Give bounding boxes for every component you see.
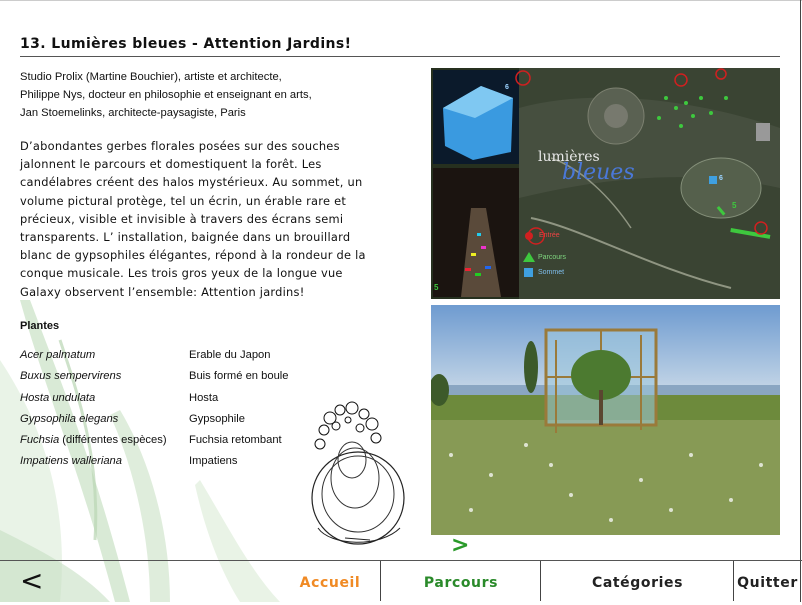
credit-line: Studio Prolix (Martine Bouchier), artiste et architecte, (20, 71, 282, 83)
plant-latin-name: Acer palmatum (20, 349, 96, 361)
map-title-small: lumières (538, 149, 600, 165)
plan-sketch-illustration (300, 398, 412, 548)
map-title-big: bleues (562, 160, 635, 185)
nav-parcours[interactable]: Parcours (380, 561, 541, 601)
plant-latin-name: Buxus sempervirens (20, 370, 122, 383)
frame-top-line (0, 0, 802, 1)
credit-line: Jan Stoemelinks, architecte-paysagiste, Paris (20, 107, 246, 119)
page-title: 13. Lumières bleues - Attention Jardins! (20, 36, 352, 52)
credits (20, 68, 312, 122)
frame-right-line (800, 0, 801, 602)
map-number: 5 (732, 201, 737, 210)
next-page-arrow[interactable]: > (451, 533, 470, 558)
plant-common-name: Buis formé en boule (189, 370, 289, 383)
nav-categories[interactable]: Catégories (540, 561, 734, 601)
map-legend-entry: Entrée (539, 232, 560, 239)
plants-heading: Plantes (20, 320, 60, 332)
aerial-map-image (431, 68, 780, 299)
garden-installation-photo (431, 305, 780, 535)
nav-quitter[interactable]: Quitter (733, 561, 801, 601)
plant-latin-name: Impatiens walleriana (20, 455, 122, 468)
map-number: 6 (719, 175, 723, 182)
map-legend-sommet: Sommet (538, 269, 565, 276)
plant-common-name: Impatiens (189, 455, 238, 468)
map-legend-parcours: Parcours (538, 254, 567, 261)
plant-common-name: Fuchsia retombant (189, 434, 282, 447)
back-arrow[interactable]: < (20, 564, 44, 597)
plant-latin-name: Fuchsia (20, 434, 60, 447)
plant-note: (différentes espèces) (59, 434, 167, 447)
nav-accueil[interactable]: Accueil (299, 575, 361, 591)
credit-line: Philippe Nys, docteur en philosophie et enseignant en arts, (20, 89, 312, 101)
plant-latin-name: Gypsophila elegans (20, 412, 119, 425)
plant-common-name: Gypsophile (189, 412, 245, 425)
plant-common-name: Hosta (189, 391, 219, 404)
title-divider (20, 56, 780, 57)
plant-common-name: Erable du Japon (189, 349, 271, 361)
map-number: 5 (434, 283, 439, 292)
leaf-background-decoration (0, 300, 300, 602)
map-number: 6 (505, 84, 509, 91)
plant-latin-name: Hosta undulata (20, 391, 96, 404)
description-paragraph: D’abondantes gerbes florales posées sur des souches jalonnent le parcours et domestiquent la forêt. Les candélabres créent des halos mystérieux. Au sommet, un volume pictural protège, tel un écrin, un érable rare et précieux, visible et invisible à travers des écrans semi transparents. L’ installation, baignée dans un brouillard blanc de gypsophiles élégantes, répond à la rondeur de la conque musicale. Les trois gros yeux de la longue vue Galaxy observent l’ensemble: Attention jardins! (20, 139, 366, 299)
